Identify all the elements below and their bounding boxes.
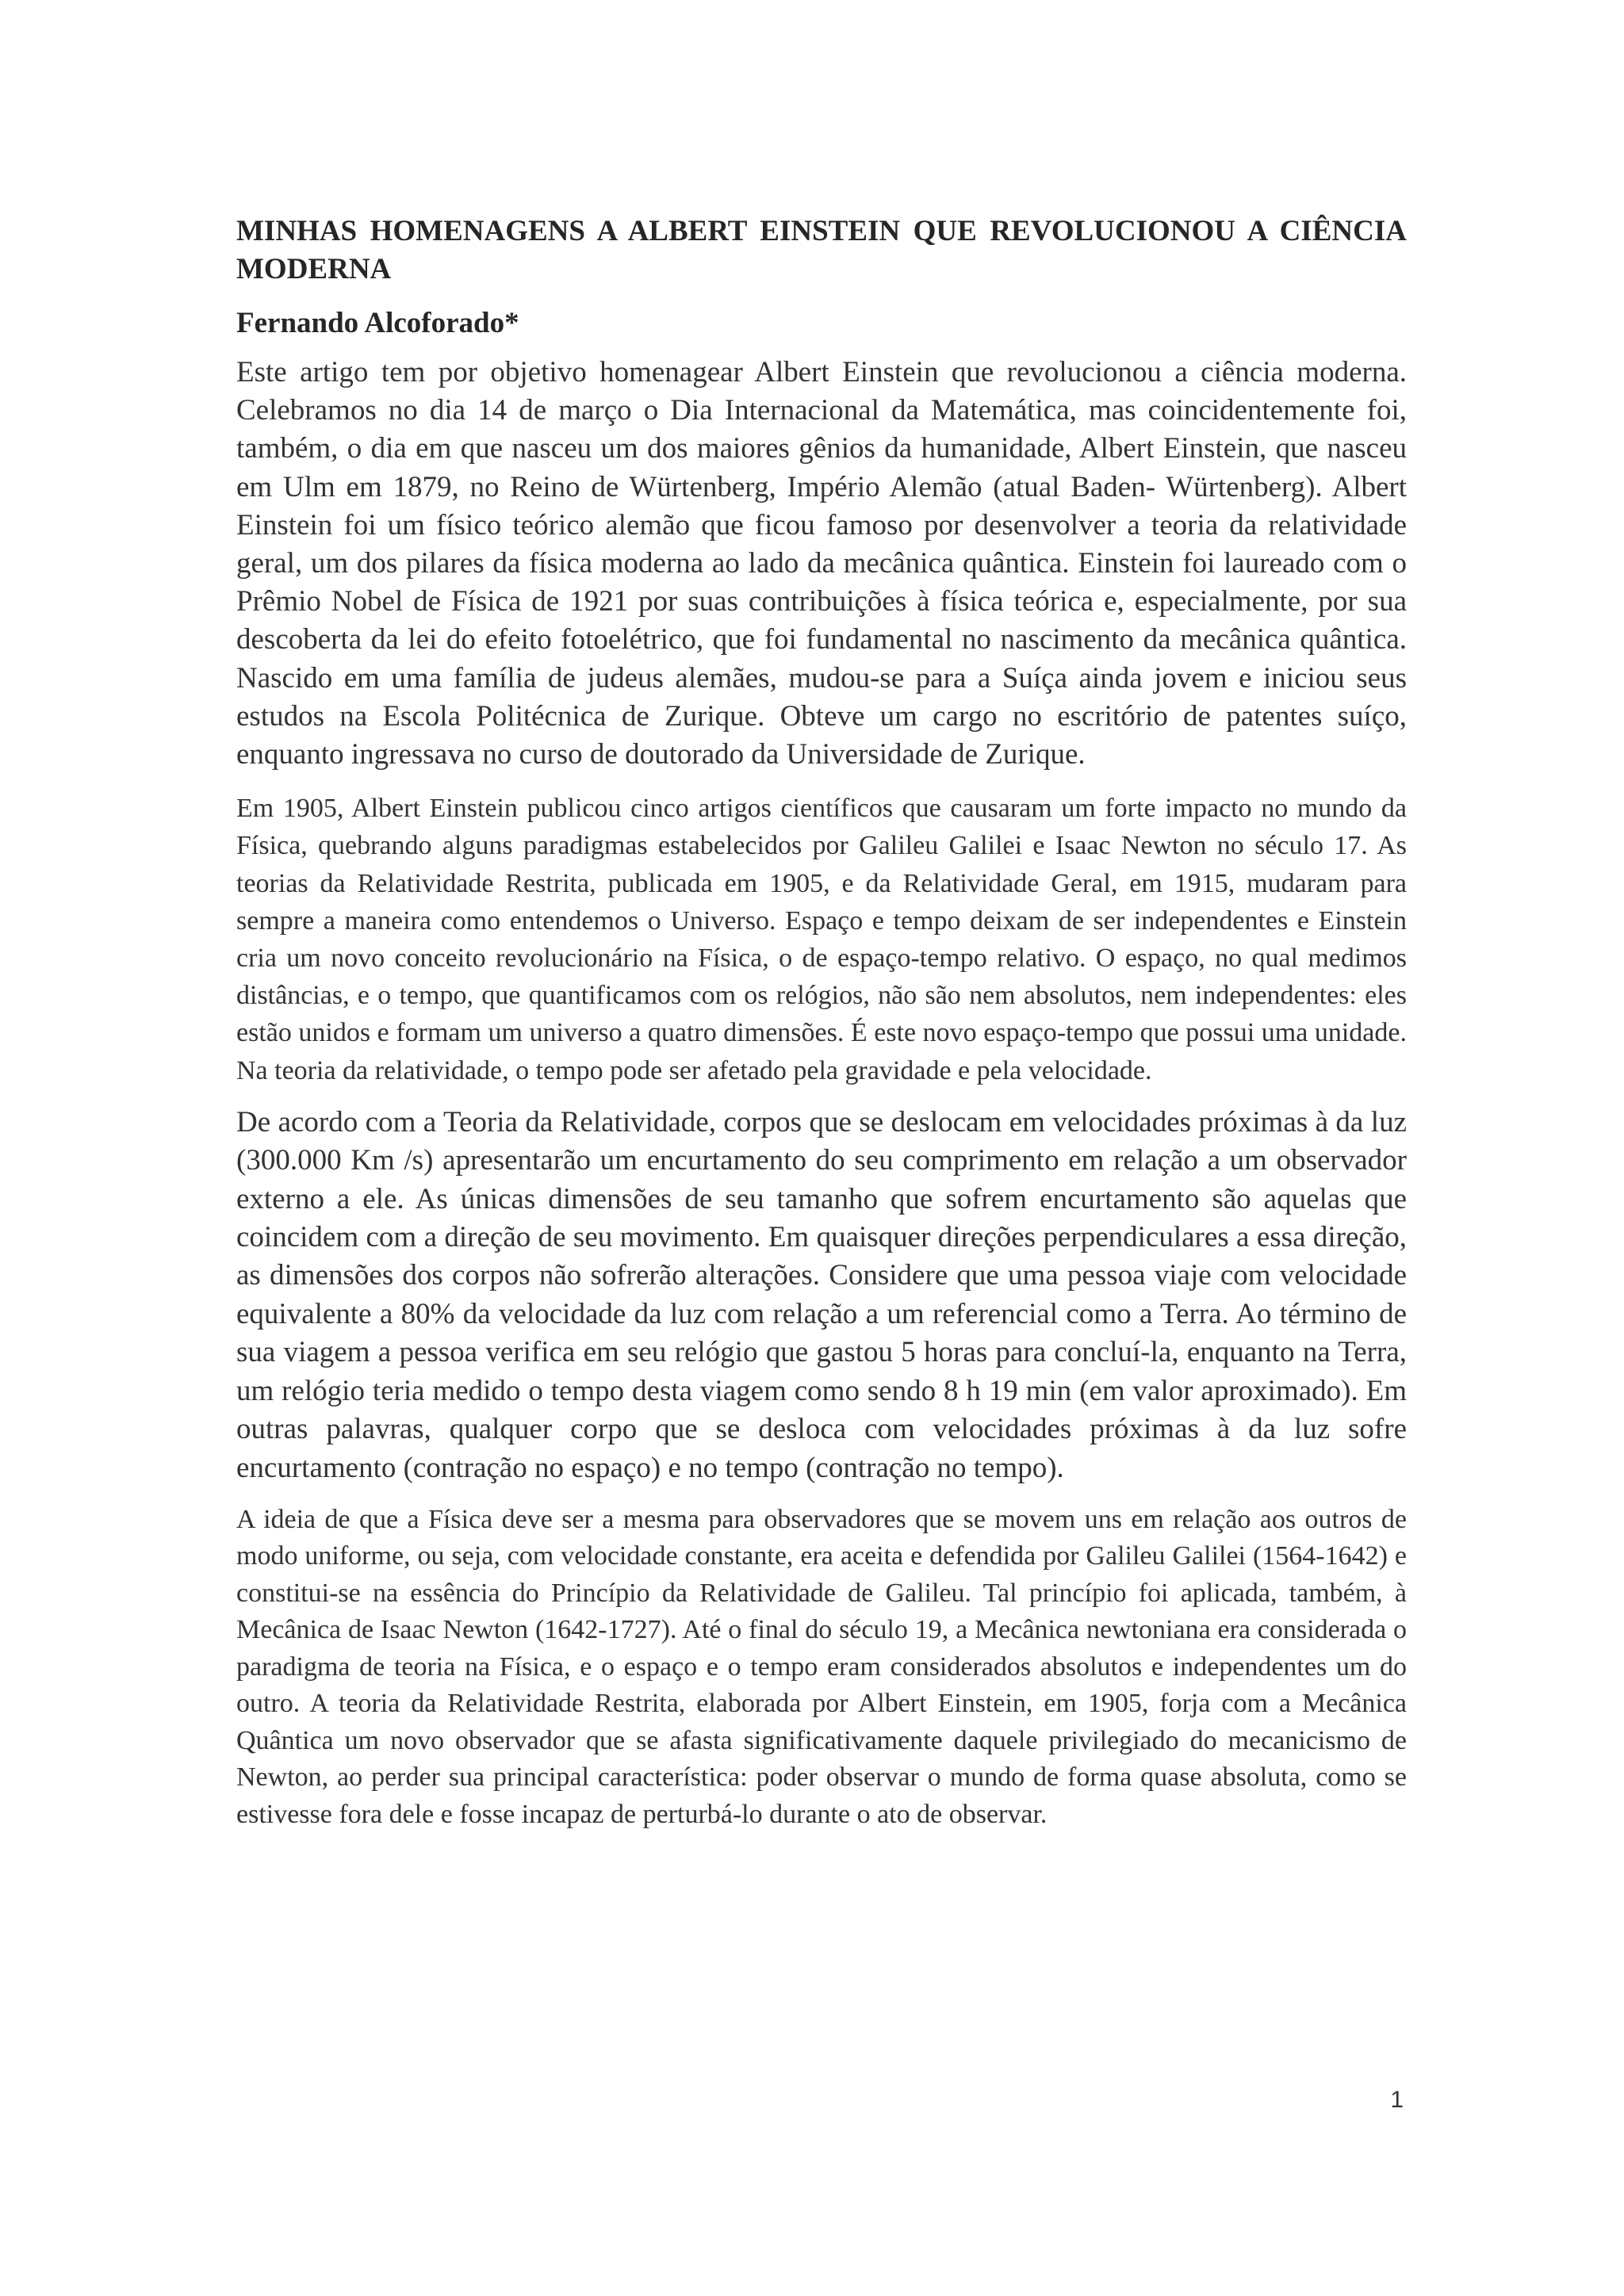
document-title: MINHAS HOMENAGENS A ALBERT EINSTEIN QUE REVOLUCIONOU A CIÊNCIA MODERNA — [236, 215, 1407, 285]
author-name: Fernando Alcoforado* — [236, 307, 519, 339]
paragraph-2: Em 1905, Albert Einstein publicou cinco artigos científicos que causaram um forte impacto no mundo da Física, quebrando alguns paradigmas estabelecidos por Galileu Galilei e Isaac Newton no século 17. As teorias da Relatividade Restrita, publicada em 1905, e da Relatividade Geral, em 1915, mudaram para sempre a maneira como entendemos o Universo. Espaço e tempo deixam de ser independentes e Einstein cria um novo conceito revolucionário na Física, o de espaço-tempo relativo. O espaço, no qual medimos distâncias, e o tempo, que quantificamos com os relógios, não são nem absolutos, nem independentes: eles estão unidos e formam um universo a quatro dimensões. É este novo espaço-tempo que possui uma unidade. Na teoria da relatividade, o tempo pode ser afetado pela gravidade e pela velocidade. — [236, 794, 1407, 1085]
page-number: 1 — [1390, 2087, 1404, 2113]
paragraph-3: De acordo com a Teoria da Relatividade, corpos que se deslocam em velocidades próximas à da luz (300.000 Km /s) apresentarão um encurtamento do seu comprimento em relação a um observador externo a ele. As únicas dimensões de seu tamanho que sofrem encurtamento são aquelas que coincidem com a direção de seu movimento. Em quaisquer direções perpendiculares a essa direção, as dimensões dos corpos não sofrerão alterações. Considere que uma pessoa viaje com velocidade equivalente a 80% da velocidade da luz com relação a um referencial como a Terra. Ao término de sua viagem a pessoa verifica em seu relógio que gastou 5 horas para concluí-la, enquanto na Terra, um relógio teria medido o tempo desta viagem como sendo 8 h 19 min (em valor aproximado). Em outras palavras, qualquer corpo que se desloca com velocidades próximas à da luz sofre encurtamento (contração no espaço) e no tempo (contração no tempo). — [236, 1105, 1407, 1484]
document-body — [236, 212, 1407, 1833]
paragraph-4: A ideia de que a Física deve ser a mesma para observadores que se movem uns em relação aos outros de modo uniforme, ou seja, com velocidade constante, era aceita e defendida por Galileu Galilei (1564-1642) e constitui-se na essência do Princípio da Relatividade de Galileu. Tal princípio foi aplicada, também, à Mecânica de Isaac Newton (1642-1727). Até o final do século 19, a Mecânica newtoniana era considerada o paradigma de teoria na Física, e o espaço e o tempo eram considerados absolutos e independentes um do outro. A teoria da Relatividade Restrita, elaborada por Albert Einstein, em 1905, forja com a Mecânica Quântica um novo observador que se afasta significativamente daquele privilegiado do mecanicismo de Newton, ao perder sua principal característica: poder observar o mundo de forma quase absoluta, como se estivesse fora dele e fosse incapaz de perturbá-lo durante o ato de observar. — [236, 1504, 1407, 1829]
paragraph-1: Este artigo tem por objetivo homenagear Albert Einstein que revolucionou a ciência moderna. Celebramos no dia 14 de março o Dia Internacional da Matemática, mas coincidentemente foi, também, o dia em que nasceu um dos maiores gênios da humanidade, Albert Einstein, que nasceu em Ulm em 1879, no Reino de Würtenberg, Império Alemão (atual Baden- Würtenberg). Albert Einstein foi um físico teórico alemão que ficou famoso por desenvolver a teoria da relatividade geral, um dos pilares da física moderna ao lado da mecânica quântica. Einstein foi laureado com o Prêmio Nobel de Física de 1921 por suas contribuições à física teórica e, especialmente, por sua descoberta da lei do efeito fotoelétrico, que foi fundamental no nascimento da mecânica quântica. Nascido em uma família de judeus alemães, mudou-se para a Suíça ainda jovem e iniciou seus estudos na Escola Politécnica de Zurique. Obteve um cargo no escritório de patentes suíço, enquanto ingressava no curso de doutorado da Universidade de Zurique. — [236, 356, 1407, 771]
